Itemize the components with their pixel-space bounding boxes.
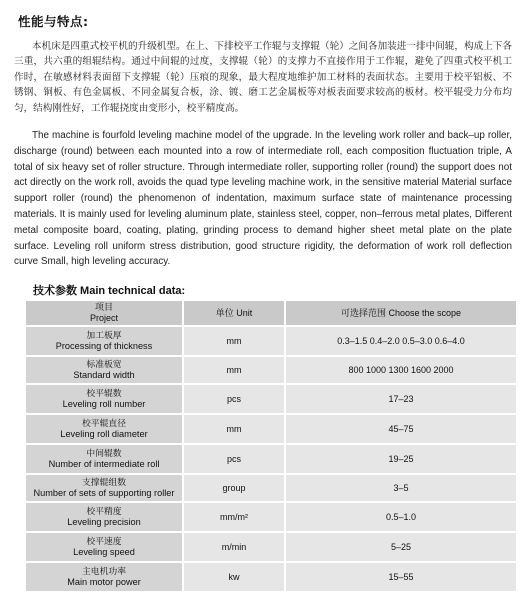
param-cn: 校平辊数 bbox=[86, 388, 122, 398]
header-project-en: Project bbox=[89, 313, 118, 323]
param-en: Leveling speed bbox=[73, 547, 135, 557]
param-cell bbox=[25, 384, 183, 414]
param-en: Leveling precision bbox=[67, 517, 141, 527]
technical-data-title: 技术参数 Main technical data: bbox=[33, 285, 186, 297]
header-unit: 单位 Unit bbox=[183, 300, 285, 326]
unit-cell: pcs bbox=[183, 384, 285, 414]
param-cn: 校平精度 bbox=[86, 506, 122, 516]
scope-cell: 0.5–1.0 bbox=[285, 502, 517, 532]
table-row bbox=[25, 532, 517, 562]
param-cn: 主电机功率 bbox=[82, 566, 126, 576]
table-row bbox=[25, 444, 517, 474]
chinese-description-text: 本机床是四重式校平机的升级机型。在上、下排校平工作辊与支撑辊（轮）之间各加装进一排中间辊，构成上下各三重，共六重的组辊结构。通过中间辊的过度，支撑辊（轮）的支撑力不直接作用于工作辊，避免了四重式校平机工作时，在敏感材料表面留下支撑辊（轮）压痕的现象，最大程度地维护加工材料的表面状态。主要用于校平铝板、不锈钢、铜板、有色金属板、不同金属复合板，涂、镀、磨工艺金属板等对板表面要求较高的板材。校平辊受力分布均匀，结构刚性好，工作辊挠度由变形小，校平精度高。 bbox=[14, 41, 512, 114]
param-en: Leveling roll number bbox=[62, 399, 146, 409]
param-cn: 支撑辊组数 bbox=[82, 477, 126, 487]
table-row bbox=[25, 414, 517, 444]
scope-cell: 45–75 bbox=[285, 414, 517, 444]
param-en: Processing of thickness bbox=[55, 341, 153, 351]
param-cell bbox=[25, 326, 183, 356]
param-cell bbox=[25, 444, 183, 474]
param-en: Leveling roll diameter bbox=[60, 429, 148, 439]
scope-cell: 17–23 bbox=[285, 384, 517, 414]
scope-cell: 19–25 bbox=[285, 444, 517, 474]
english-description bbox=[14, 128, 512, 270]
param-cell bbox=[25, 502, 183, 532]
param-cn: 加工板厚 bbox=[86, 330, 122, 340]
table-row bbox=[25, 502, 517, 532]
scope-cell: 800 1000 1300 1600 2000 bbox=[285, 356, 517, 384]
unit-cell: kw bbox=[183, 562, 285, 592]
param-cn: 校平辊直径 bbox=[82, 418, 126, 428]
param-cell bbox=[25, 474, 183, 502]
param-cn: 标准板宽 bbox=[86, 359, 122, 369]
unit-cell: m/min bbox=[183, 532, 285, 562]
table-row bbox=[25, 562, 517, 592]
unit-cell: mm bbox=[183, 414, 285, 444]
param-cn: 中间辊数 bbox=[86, 448, 122, 458]
unit-cell: mm bbox=[183, 356, 285, 384]
unit-cell: mm bbox=[183, 326, 285, 356]
technical-data-table bbox=[24, 299, 518, 593]
header-project bbox=[25, 300, 183, 326]
param-en: Standard width bbox=[73, 370, 135, 380]
unit-cell: pcs bbox=[183, 444, 285, 474]
param-en: Number of sets of supporting roller bbox=[33, 488, 175, 498]
param-en: Number of intermediate roll bbox=[48, 459, 160, 469]
param-cell bbox=[25, 356, 183, 384]
scope-cell: 0.3–1.5 0.4–2.0 0.5–3.0 0.6–4.0 bbox=[285, 326, 517, 356]
header-scope: 可选择范围 Choose the scope bbox=[285, 300, 517, 326]
scope-cell: 3–5 bbox=[285, 474, 517, 502]
unit-cell: group bbox=[183, 474, 285, 502]
header-project-cn: 项目 bbox=[94, 302, 113, 312]
table-row bbox=[25, 474, 517, 502]
chinese-description bbox=[14, 39, 512, 116]
param-cell bbox=[25, 414, 183, 444]
section-title: 性能与特点: bbox=[18, 14, 89, 29]
param-en: Main motor power bbox=[67, 577, 141, 587]
table-row bbox=[25, 384, 517, 414]
table-row bbox=[25, 356, 517, 384]
table-header-row bbox=[25, 300, 517, 326]
table-row bbox=[25, 326, 517, 356]
param-cell bbox=[25, 532, 183, 562]
param-cell bbox=[25, 562, 183, 592]
unit-cell: mm/m² bbox=[183, 502, 285, 532]
english-description-text: The machine is fourfold leveling machine model of the upgrade. In the leveling work roller and back–up roller, discharge (round) between each mounted into a row of intermediate roll, each composition fluctuation triple, A total of six heavy set of roller structure. Through intermediate roller, supporting roller (round) the support does not act directly on the work roll, avoids the quad type leveling machine work, in the sensitive material Material surface support roller (round) the phenomenon of indentation, maximum surface state of maintenance processing materials. It is mainly used for leveling aluminum plate, stainless steel, copper, non–ferrous metal plates, Different metal composite board, coating, plating, grinding process to demand higher sheet metal plate on the plate surface. Leveling roll uniform stress distribution, good structure rigidity, the deformation of work roll deflection curve Small, high leveling accuracy. bbox=[14, 130, 512, 268]
scope-cell: 5–25 bbox=[285, 532, 517, 562]
param-cn: 校平速度 bbox=[86, 536, 122, 546]
scope-cell: 15–55 bbox=[285, 562, 517, 592]
